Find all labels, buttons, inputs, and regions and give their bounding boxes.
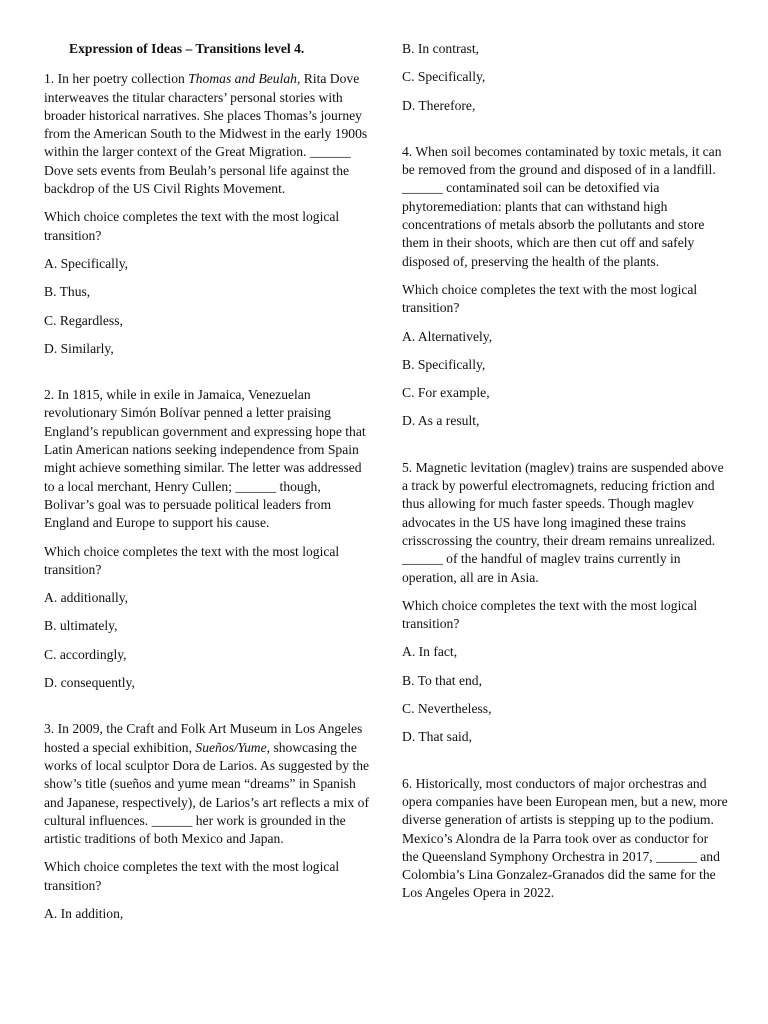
question-1-option-c[interactable]: C. Regardless, (44, 312, 123, 328)
question-4-option-b[interactable]: B. Specifically, (402, 356, 486, 372)
question-4-prompt: Which choice completes the text with the most logical transition? (402, 281, 698, 316)
question-5-text: 5. Magnetic levitation (maglev) trains are suspended above a track by powerful electromagnets, reducing friction and thus allowing for much faster speeds. Though maglev advocates in the US have long imagined these trains crisscrossing the country, their dream remains unrealized. ______ of the handful of maglev trains currently in operation, all are in Asia. (402, 459, 724, 585)
question-3-continued (402, 40, 728, 115)
question-3-text: 3. In 2009, the Craft and Folk Art Museum in Los Angeles hosted a special exhibition, Sueños/Yume, showcasing the works of local sculptor Dora de Larios. As suggested by the show’s title (sueños and yume mean “dreams” in Spanish and Japanese, respectively), de Larios’s art reflects a mix of cultural influences. ______ her work is grounded in the artistic traditions of both Mexico and Japan. (44, 721, 370, 847)
question-5-option-d[interactable]: D. That said, (402, 729, 472, 745)
question-1 (44, 70, 372, 358)
question-3-option-d[interactable]: D. Therefore, (402, 97, 476, 113)
question-2-option-c[interactable]: C. accordingly, (44, 646, 127, 662)
question-5-option-c[interactable]: C. Nevertheless, (402, 701, 492, 717)
question-6 (402, 775, 728, 903)
question-1-option-a[interactable]: A. Specifically, (44, 255, 129, 271)
question-3-option-a[interactable]: A. In addition, (44, 905, 124, 921)
question-2-option-b[interactable]: B. ultimately, (44, 618, 118, 634)
page-title: Expression of Ideas – Transitions level 4. (69, 41, 305, 56)
question-3-option-c[interactable]: C. Specifically, (402, 69, 486, 85)
question-4-option-a[interactable]: A. Alternatively, (402, 328, 493, 344)
question-1-text: 1. In her poetry collection Thomas and Beulah, Rita Dove interweaves the titular characters’ personal stories with broader historical narratives. She places Thomas’s journey from the American South to the Midwest in the early 1900s within the larger context of the Great Migration. ______ Dove sets events from Beulah’s personal life against the backdrop of the US Civil Rights Movement. (44, 71, 368, 197)
question-5 (402, 459, 728, 747)
question-2-option-a[interactable]: A. additionally, (44, 590, 129, 606)
question-2 (44, 386, 372, 692)
question-4 (402, 143, 728, 431)
question-3 (44, 720, 372, 923)
question-2-prompt: Which choice completes the text with the most logical transition? (44, 543, 340, 577)
question-1-prompt: Which choice completes the text with the most logical transition? (44, 209, 340, 243)
question-1-option-b[interactable]: B. Thus, (44, 284, 91, 300)
question-3-prompt: Which choice completes the text with the most logical transition? (44, 859, 340, 893)
question-3-option-b[interactable]: B. In contrast, (402, 41, 480, 56)
question-1-option-d[interactable]: D. Similarly, (44, 340, 114, 356)
question-4-option-d[interactable]: D. As a result, (402, 413, 480, 429)
question-4-text: 4. When soil becomes contaminated by toxic metals, it can be removed from the ground and disposed of in a landfill. ______ contaminated soil can be detoxified via phytoremediation: plants that can withstand high concentrations of metals absorb the pollutants and store them in their shoots, which are then cut off and safely disposed of, preserving the health of the plants. (402, 143, 722, 269)
question-5-prompt: Which choice completes the text with the most logical transition? (402, 597, 698, 632)
question-2-text: 2. In 1815, while in exile in Jamaica, Venezuelan revolutionary Simón Bolívar penned a letter praising England’s republican government and expressing hope that Latin American nations seeking independence from Spain might achieve something similar. The letter was addressed to a local merchant, Henry Cullen; ______ though, Bolivar’s goal was to persuade political leaders from England and Europe to support his cause. (44, 387, 366, 531)
question-5-option-b[interactable]: B. To that end, (402, 672, 482, 688)
question-4-option-c[interactable]: C. For example, (402, 385, 490, 401)
right-column (402, 40, 728, 913)
question-2-option-d[interactable]: D. consequently, (44, 675, 135, 691)
question-5-option-a[interactable]: A. In fact, (402, 644, 458, 660)
question-6-text: 6. Historically, most conductors of major orchestras and opera companies have been European men, but a new, more diverse generation of artists is stepping up to the podium. Mexico’s Alondra de la Parra took over as conductor for the Queensland Symphony Orchestra in 2017, ______ and Colombia’s Lina Gonzalez-Granados did the same for the Los Angeles Opera in 2022. (402, 775, 728, 901)
left-column (44, 40, 372, 933)
